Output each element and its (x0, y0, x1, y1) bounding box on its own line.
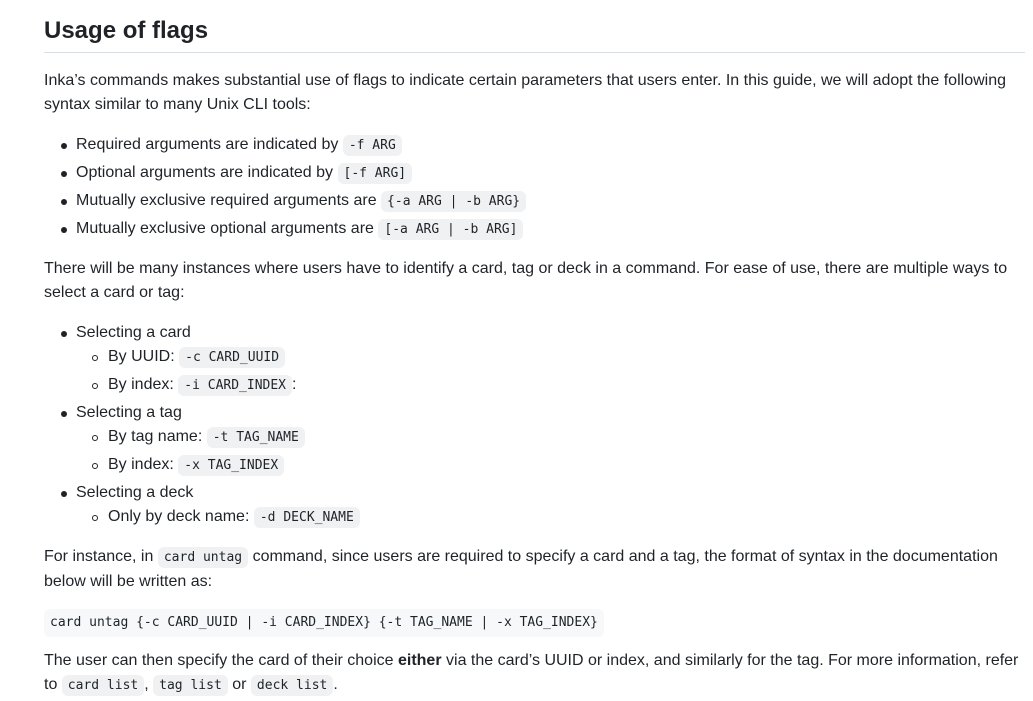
suffix-text: : (292, 376, 297, 393)
list-item-label: Selecting a tag (76, 404, 182, 421)
list-item (76, 133, 402, 158)
bullet-disc (61, 411, 67, 417)
bullet-disc (61, 143, 67, 149)
inline-code: -c CARD_UUID (179, 347, 285, 368)
inline-code: -f ARG (343, 135, 402, 156)
inline-code: card untag (158, 547, 248, 568)
instance-paragraph (44, 545, 1029, 594)
sub-item-label: By UUID: (108, 348, 175, 365)
bullet-disc (61, 171, 67, 177)
list-item-tag (76, 401, 182, 425)
inline-code-link[interactable]: card list (62, 675, 144, 696)
bullet-disc (61, 491, 67, 497)
sub-item-label: By tag name: (108, 428, 203, 445)
bullet-disc (61, 331, 67, 337)
bullet-circle (92, 515, 98, 521)
paragraph-text: The user can then specify the card of their choice (44, 652, 394, 669)
bullet-circle (92, 383, 98, 389)
list-item (76, 217, 523, 242)
code-block: card untag {-c CARD_UUID | -i CARD_INDEX} {-t TAG_NAME | -x TAG_INDEX} (44, 609, 604, 637)
bullet-disc (61, 227, 67, 233)
identify-paragraph: There will be many instances where users have to identify a card, tag or deck in a command. For ease of use, there are multiple ways to select a card or tag: (44, 260, 1008, 301)
sub-item-label: Only by deck name: (108, 508, 250, 525)
list-item-label: Optional arguments are indicated by (76, 164, 334, 181)
bullet-disc (61, 199, 67, 205)
paragraph-text: or (232, 676, 247, 693)
paragraph-text: For instance, in (44, 548, 154, 565)
inline-code: [-a ARG | -b ARG] (378, 219, 523, 240)
list-item-label: Selecting a deck (76, 484, 194, 501)
list-item-label: Required arguments are indicated by (76, 136, 339, 153)
inline-code-link[interactable]: tag list (153, 675, 228, 696)
list-item-label: Mutually exclusive optional arguments are (76, 220, 374, 237)
intro-paragraph: Inka’s commands makes substantial use of flags to indicate certain parameters that users enter. In this guide, we will adopt the following syntax similar to many Unix CLI tools: (44, 72, 1006, 113)
bold-text: either (397, 652, 442, 669)
separator-text: , (144, 676, 149, 693)
section-heading: Usage of flags (44, 13, 1025, 53)
inline-code: {-a ARG | -b ARG} (381, 191, 526, 212)
sub-item-card-uuid (108, 345, 285, 370)
bullet-circle (92, 355, 98, 361)
list-item-card (76, 321, 191, 345)
sub-item-label: By index: (108, 376, 174, 393)
final-paragraph (44, 649, 1029, 698)
inline-code: -i CARD_INDEX (178, 375, 292, 396)
inline-code: -d DECK_NAME (254, 507, 360, 528)
inline-code: -x TAG_INDEX (178, 455, 284, 476)
inline-code: [-f ARG] (338, 163, 413, 184)
sub-item-deck-name (108, 505, 360, 530)
list-item (76, 189, 526, 214)
sub-item-label: By index: (108, 456, 174, 473)
paragraph-text: via the card’s UUID or index, and similarly for the tag. For more information, refer to (44, 652, 1019, 693)
inline-code: -t TAG_NAME (207, 427, 305, 448)
paragraph-text: . (333, 676, 338, 693)
sub-item-card-index (108, 373, 296, 398)
list-item-deck (76, 481, 193, 505)
list-item-label: Selecting a card (76, 324, 191, 341)
bullet-circle (92, 435, 98, 441)
list-item-label: Mutually exclusive required arguments are (76, 192, 377, 209)
inline-code-link[interactable]: deck list (251, 675, 333, 696)
bullet-circle (92, 463, 98, 469)
paragraph-text: command, since users are required to specify a card and a tag, the format of syntax in the documentation below will be written as: (44, 548, 998, 590)
sub-item-tag-name (108, 425, 305, 450)
sub-item-tag-index (108, 453, 284, 478)
list-item (76, 161, 412, 186)
